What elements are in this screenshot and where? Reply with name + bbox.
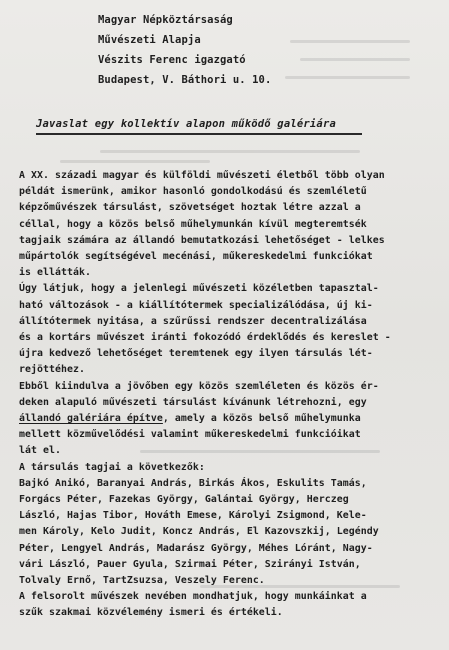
text-line: is ellátták. xyxy=(19,267,91,279)
members-intro: A társulás tagjai a következők: xyxy=(19,461,205,473)
text-line: ható változások - a kiállítótermek specializálódása, új ki- xyxy=(19,299,373,311)
members-line: László, Hajas Tibor, Hováth Emese, Károlyi Zsigmond, Kele- xyxy=(19,510,367,522)
text-line: tagjaik számára az állandó bemutatkozási lehetőséget - lelkes xyxy=(19,234,385,246)
members-line: vári László, Pauer Gyula, Szirmai Péter, Szirányi István, xyxy=(19,558,361,570)
members-line: Bajkó Anikó, Baranyai András, Birkás Ákos, Eskulits Tamás, xyxy=(19,477,367,489)
letterhead-line: Művészeti Alapja xyxy=(98,34,201,46)
text-line: szűk szakmai közvélemény ismeri és értékeli. xyxy=(19,607,283,619)
text-line: képzőművészek társulást, szövetséget hoztak létre azzal a xyxy=(19,202,361,214)
text-line: műpártolók segítségével mecénási, műkereskedelmi funkciókat xyxy=(19,251,373,263)
text-line: újra kedvező lehetőséget teremtenek egy ilyen társulás lét- xyxy=(19,348,373,360)
members-section xyxy=(19,460,439,590)
title-underline xyxy=(36,133,362,135)
letterhead-line: Vészits Ferenc igazgató xyxy=(98,54,246,66)
paragraph-closing xyxy=(19,589,439,621)
members-line: men Károly, Kelo Judit, Koncz András, El Kazovszkij, Legéndy xyxy=(19,526,379,538)
text-line: mellett közművelődési valamint műkereskedelmi funkcióikat xyxy=(19,429,361,441)
underlined-phrase: állandó galériára építve xyxy=(19,413,163,425)
text-line: Ebből kiindulva a jövőben egy közös szemléleten és közös ér- xyxy=(19,380,379,392)
letterhead-line: Budapest, V. Báthori u. 10. xyxy=(98,74,272,86)
text-fragment: , amely a közös belső műhelymunka xyxy=(162,413,361,425)
text-line: állítótermek nyitása, a szűrűssi rendszer decentralizálása xyxy=(19,315,367,327)
letterhead-line: Magyar Népköztársaság xyxy=(98,14,233,26)
members-line: Tolvaly Ernő, TartZsuzsa, Veszely Ferenc. xyxy=(19,575,265,587)
text-line: példát ismerünk, amikor hasonló gondolkodású és szemléletű xyxy=(19,186,367,198)
paragraph-proposal xyxy=(19,379,439,460)
text-line: A XX. századi magyar és külföldi művészeti életből több olyan xyxy=(19,170,385,181)
text-line: A felsorolt művészek nevében mondhatjuk, hogy munkáinkat a xyxy=(19,591,367,603)
members-line: Péter, Lengyel András, Madarász György, Méhes Lóránt, Nagy- xyxy=(19,542,373,554)
paragraph-intro xyxy=(19,168,439,281)
text-line: deken alapuló művészeti társulást kívánunk létrehozni, egy xyxy=(19,396,367,408)
document-title: Javaslat egy kollektív alapon működő galériára xyxy=(36,118,336,130)
text-line: és a kortárs művészet iránti fokozódó érdeklődés és kereslet - xyxy=(19,332,391,344)
text-line-with-emphasis xyxy=(19,411,439,427)
text-line: rejöttéhez. xyxy=(19,364,85,376)
document-body xyxy=(19,168,439,622)
paragraph-changes xyxy=(19,281,439,378)
text-line: Úgy látjuk, hogy a jelenlegi művészeti közéletben tapasztal- xyxy=(19,283,379,295)
members-line: Forgács Péter, Fazekas György, Galántai György, Herczeg xyxy=(19,494,349,506)
text-line: lát el. xyxy=(19,445,61,457)
letterhead xyxy=(98,10,271,90)
text-line: céllal, hogy a közös belső műhelymunkán kívül megteremtsék xyxy=(19,218,367,230)
